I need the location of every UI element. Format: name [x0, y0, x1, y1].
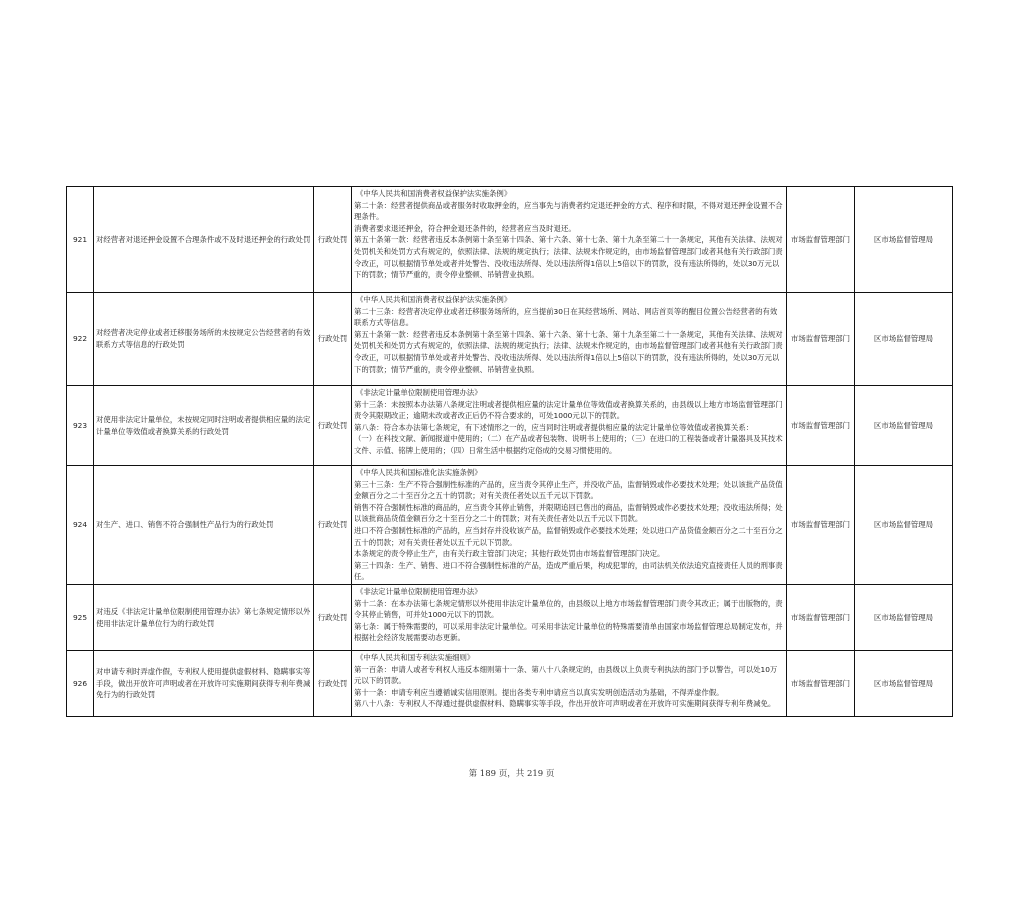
basis-line: 第十二条：在本办法第七条规定情形以外使用非法定计量单位的，由县级以上地方市场监督管理部门责令其改正；属于出版物的，责令其停止销售，可并处1000元以下的罚款。 — [354, 598, 783, 620]
row-number: 923 — [67, 386, 94, 466]
row-number: 925 — [67, 585, 94, 651]
legal-basis — [352, 386, 787, 466]
executing-agency: 区市场监督管理局 — [855, 651, 953, 717]
row-number: 922 — [67, 293, 94, 386]
basis-line: 第五十条第一款：经营者违反本条例第十条至第十四条、第十六条、第十七条、第十九条至第二十一条规定，其他有关法律、法规对处罚机关和处罚方式有规定的，依照法律、法规的规定执行；法律、法规未作规定的，由市场监督管理部门或者其他有关行政部门责令改正，可以根据情节单处或者并处警告、没收违法所得、处以违法所得1倍以上5倍以下的罚款，没有违法所得的，处以30万元以下的罚款；情节严重的，责令停业整顿、吊销营业执照。 — [354, 235, 783, 280]
executing-agency: 区市场监督管理局 — [855, 187, 953, 293]
basis-line: 第八条：符合本办法第七条规定，有下述情形之一的，应当同时注明或者提供相应量的法定计量单位等效值或者换算关系： — [354, 422, 754, 432]
basis-line: 《中华人民共和国消费者权益保护法实施条例》 — [356, 189, 512, 198]
responsible-department: 市场监督管理部门 — [787, 386, 855, 466]
executing-agency: 区市场监督管理局 — [855, 386, 953, 466]
responsible-department: 市场监督管理部门 — [787, 651, 855, 717]
executing-agency: 区市场监督管理局 — [855, 585, 953, 651]
basis-line: 第二十条：经营者提供商品或者服务时收取押金的，应当事先与消费者约定退还押金的方式、程序和时限，不得对退还押金设置不合理条件。 — [354, 200, 783, 222]
item-type: 行政处罚 — [314, 187, 352, 293]
responsible-department: 市场监督管理部门 — [787, 585, 855, 651]
executing-agency: 区市场监督管理局 — [855, 466, 953, 585]
basis-line: 消费者要求退还押金，符合押金退还条件的，经营者应当及时退还。 — [354, 223, 576, 233]
item-type: 行政处罚 — [314, 651, 352, 717]
item-type: 行政处罚 — [314, 585, 352, 651]
legal-basis — [352, 585, 787, 651]
item-type: 行政处罚 — [314, 386, 352, 466]
table-row — [67, 293, 953, 386]
basis-line: 第八十八条：专利权人不得通过提供虚假材料、隐瞒事实等手段，作出开放许可声明或者在开放许可实施期间获得专利年费减免。 — [354, 699, 776, 709]
legal-basis — [352, 466, 787, 585]
basis-line: 第三十四条：生产、销售、进口不符合强制性标准的产品，造成严重后果，构成犯罪的，由司法机关依法追究直接责任人员的刑事责任。 — [354, 560, 783, 582]
item-name: 对使用非法定计量单位，未按规定同时注明或者提供相应量的法定计量单位等效值或者换算关系的行政处罚 — [94, 386, 314, 466]
item-type: 行政处罚 — [314, 293, 352, 386]
item-name: 对申请专利时弄虚作假，专利权人使用提供虚假材料、隐瞒事实等手段，做出开放许可声明或者在开放许可实施期间获得专利年费减免行为的行政处罚 — [94, 651, 314, 717]
row-number: 924 — [67, 466, 94, 585]
legal-basis — [352, 293, 787, 386]
penalty-table — [66, 186, 953, 717]
responsible-department: 市场监督管理部门 — [787, 466, 855, 585]
basis-line: 第二十三条：经营者决定停业或者迁移服务场所的，应当提前30日在其经营场所、网站、网店首页等的醒目位置公告经营者的有效联系方式等信息。 — [354, 306, 778, 328]
legal-basis — [352, 651, 787, 717]
item-type: 行政处罚 — [314, 466, 352, 585]
table-row — [67, 386, 953, 466]
item-name: 对经营者决定停业或者迁移服务场所的未按规定公告经营者的有效联系方式等信息的行政处罚 — [94, 293, 314, 386]
basis-line: 《非法定计量单位限制使用管理办法》 — [356, 587, 482, 596]
basis-line: 第十一条：申请专利应当遵循诚实信用原则。提出各类专利申请应当以真实发明创造活动为基础，不得弄虚作假。 — [354, 687, 724, 697]
executing-agency: 区市场监督管理局 — [855, 293, 953, 386]
basis-line: 《中华人民共和国标准化法实施条例》 — [356, 468, 482, 477]
table-row — [67, 651, 953, 717]
basis-line: 本条规定的责令停止生产，由有关行政主管部门决定；其他行政处罚由市场监督管理部门决定。 — [354, 549, 665, 559]
responsible-department: 市场监督管理部门 — [787, 187, 855, 293]
legal-basis — [352, 187, 787, 293]
basis-line: （一）在科技文献、新闻报道中使用的；（二）在产品或者包装物、说明书上使用的；（三）在进口的工程装备或者计量器具及其技术文件、示值、铭牌上使用的；（四）日常生活中根据约定俗成的交易习惯使用的。 — [354, 434, 783, 455]
item-name: 对违反《非法定计量单位限制使用管理办法》第七条规定情形以外使用非法定计量单位行为的行政处罚 — [94, 585, 314, 651]
table-row — [67, 466, 953, 585]
penalty-table-container — [66, 186, 952, 717]
page-number-footer: 第 189 页，共 219 页 — [468, 769, 555, 779]
basis-line: 进口不符合强制性标准的产品的，应当封存并没收该产品，监督销毁或作必要技术处理；处以进口产品货值金额百分之二十至百分之五十的罚款；对有关责任者处以五千元以下罚款。 — [354, 525, 783, 547]
basis-line: 第一百条：申请人或者专利权人违反本细则第十一条、第八十八条规定的，由县级以上负责专利执法的部门予以警告，可以处10万元以下的罚款。 — [354, 664, 778, 686]
basis-line: 第五十条第一款：经营者违反本条例第十条至第十四条、第十六条、第十七条、第十九条至第二十一条规定，其他有关法律、法规对处罚机关和处罚方式有规定的，依照法律、法规的规定执行；法律、法规未作规定的，由市场监督管理部门或者其他有关行政部门责令改正，可以根据情节单处或者并处警告、没收违法所得、处以违法所得1倍以上5倍以下的罚款，没有违法所得的，处以30万元以下的罚款；情节严重的，责令停业整顿、吊销营业执照。 — [354, 329, 783, 374]
basis-line: 第七条：属于特殊需要的，可以采用非法定计量单位。可采用非法定计量单位的特殊需要清单由国家市场监督管理总局制定发布，并根据社会经济发展需要动态更新。 — [354, 621, 783, 643]
basis-line: 第三十三条：生产不符合强制性标准的产品的，应当责令其停止生产，并没收产品，监督销毁或作必要技术处理；处以该批产品货值金额百分之二十至百分之五十的罚款；对有关责任者处以五千元以下罚款。 — [354, 479, 783, 501]
basis-line: 第十三条：未按照本办法第八条规定注明或者提供相应量的法定计量单位等效值或者换算关系的，由县级以上地方市场监督管理部门责令其限期改正；逾期未改或者改正后仍不符合要求的，可处1000元以下的罚款。 — [354, 399, 783, 421]
basis-line: 《中华人民共和国消费者权益保护法实施条例》 — [356, 295, 512, 304]
table-row — [67, 187, 953, 293]
basis-line: 《非法定计量单位限制使用管理办法》 — [356, 388, 482, 397]
responsible-department: 市场监督管理部门 — [787, 293, 855, 386]
row-number: 921 — [67, 187, 94, 293]
basis-line: 销售不符合强制性标准的商品的，应当责令其停止销售，并限期追回已售出的商品，监督销毁或作必要技术处理；没收违法所得；处以该批商品货值金额百分之十至百分之二十的罚款；对有关责任者处以五千元以下罚款。 — [354, 502, 783, 524]
penalty-table-body — [67, 187, 953, 717]
table-row — [67, 585, 953, 651]
item-name: 对经营者对退还押金设置不合理条件或不及时退还押金的行政处罚 — [94, 187, 314, 293]
row-number: 926 — [67, 651, 94, 717]
basis-line: 《中华人民共和国专利法实施细则》 — [356, 653, 475, 662]
item-name: 对生产、进口、销售不符合强制性产品行为的行政处罚 — [94, 466, 314, 585]
